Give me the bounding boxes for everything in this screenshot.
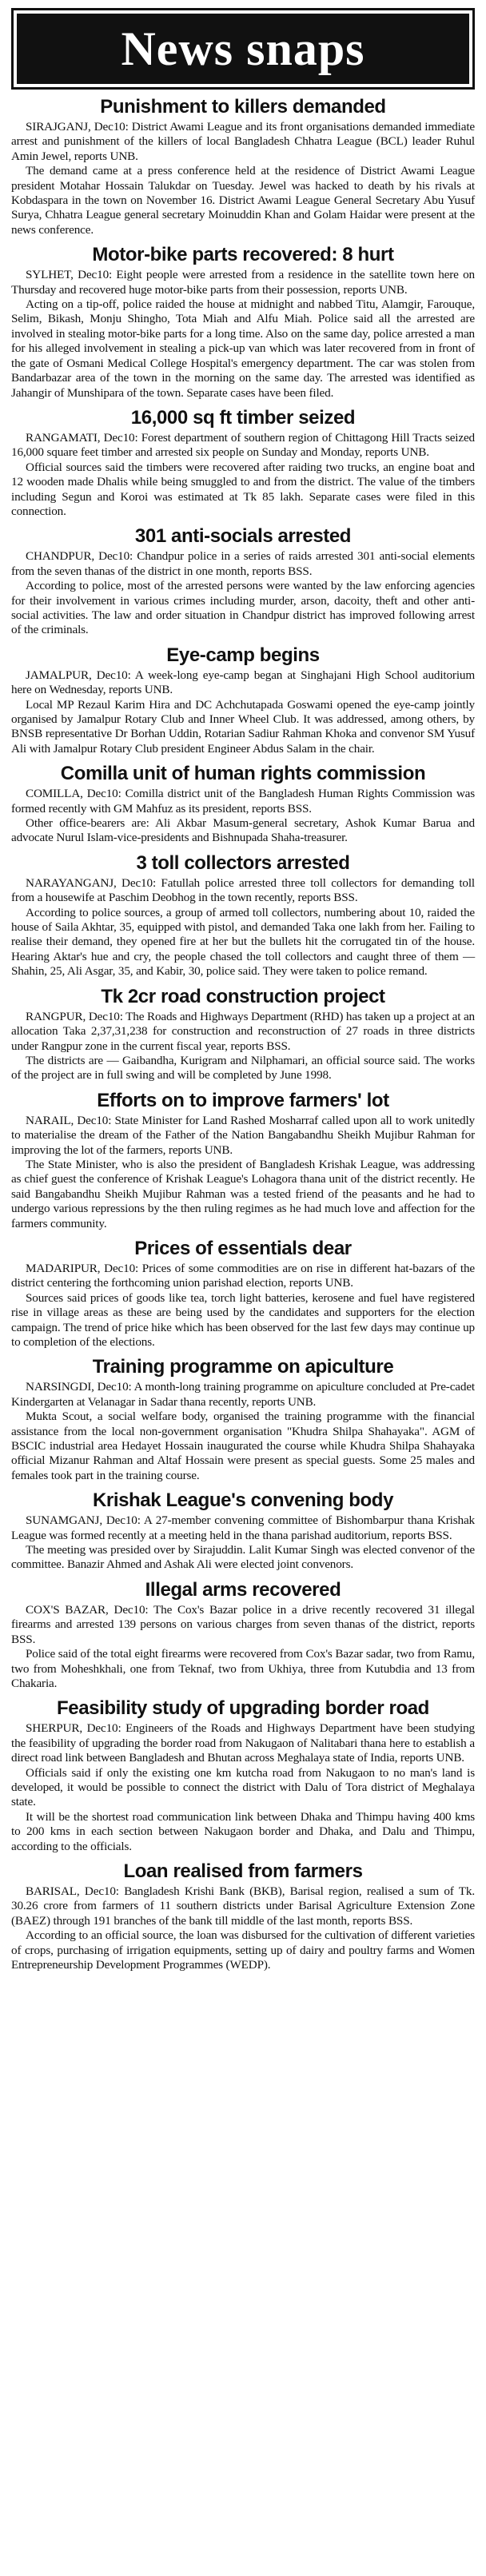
news-paragraph: The demand came at a press conference held at the residence of District Awami League president Motahar Hossain Talukdar on Tuesday. Jewel was hacked to death by his rivals at Kobdaspara in the town on November 16. District Awami League General Secretary Abu Yusuf Surya, Chhatra League general secretary Moinuddin Khan and Golam Haidar were present at the news conference.: [11, 164, 475, 237]
news-headline: Loan realised from farmers: [123, 1860, 363, 1882]
news-item: [11, 1489, 475, 1573]
news-paragraph: CHANDPUR, Dec10: Chandpur police in a series of raids arrested 301 anti-social elements from the seven thanas of the district in one month, reports BSS.: [11, 549, 475, 578]
news-paragraph: The State Minister, who is also the president of Bangladesh Krishak League, was addressing as chief guest the conference of Krishak League's Lohagora thana unit of the district recently. He said Bangabandhu Sheikh Mujibur Rahman was a tested friend of the peasants and he had to undergo various repressions by the then ruling regimes as he had much love and affection for the farmers community.: [11, 1157, 475, 1230]
section-banner: [11, 8, 475, 90]
news-item: [11, 1579, 475, 1691]
news-paragraph: Sources said prices of goods like tea, torch light batteries, kerosene and fuel have registered rise in village areas as these are being used by the candidates and supporters for the election campaign. The trend of price hike which has been observed for the last few days may continue up to completion of the elections.: [11, 1290, 475, 1349]
news-paragraph: Officials said if only the existing one km kutcha road from Nakugaon to no man's land is developed, it would be possible to connect the district with Dalu of Tora district of Meghalaya state.: [11, 1765, 475, 1809]
news-headline: 16,000 sq ft timber seized: [130, 406, 356, 429]
news-paragraph: Mukta Scout, a social welfare body, organised the training programme with the financial assistance from the local non-government organisation "Khudra Shilpa Shahayaka". AGM of BSCIC industrial area Hedayet Hossain inaugurated the course while Khudra Shilpa Shahayaka official Mizanur Rahman and Altaf Hossain were present as special guests. Some 25 males and females took part in the training course.: [11, 1410, 475, 1482]
news-paragraph: NARAIL, Dec10: State Minister for Land Rashed Mosharraf called upon all to work unitedly to materialise the dream of the Father of the Nation Bangabandhu Sheikh Mujibur Rahman for improving the lot of the farmers, reports UNB.: [11, 1113, 475, 1157]
news-headline: Illegal arms recovered: [145, 1578, 341, 1601]
news-headline: Training programme on apiculture: [92, 1356, 394, 1378]
news-paragraph: According to police, most of the arrested persons were wanted by the law enforcing agencies for their involvement in various crimes including murder, arson, dacoity, theft and other anti-social activities. The law and order situation in Chandpur district has improved following arrest of the criminals.: [11, 579, 475, 637]
news-item: [11, 407, 475, 519]
news-paragraph: MADARIPUR, Dec10: Prices of some commodities are on rise in different hat-bazars of the district centering the forthcoming union parishad election, reports UNB.: [11, 1261, 475, 1290]
news-headline: Motor-bike parts recovered: 8 hurt: [92, 244, 394, 266]
news-paragraph: Other office-bearers are: Ali Akbar Masum-general secretary, Ashok Kumar Barua and advocate Nurul Islam-vice-presidents and Bishnupada Shaha-treasurer.: [11, 816, 475, 845]
stories-column: [11, 96, 475, 1972]
news-paragraph: NARSINGDI, Dec10: A month-long training programme on apiculture concluded at Pre-cadet Kindergarten at Velanagar in Sadar thana recently, reports UNB.: [11, 1380, 475, 1409]
news-paragraph: JAMALPUR, Dec10: A week-long eye-camp began at Singhajani High School auditorium here on Wednesday, reports UNB.: [11, 668, 475, 697]
news-paragraph: According to an official source, the loan was disbursed for the cultivation of different varieties of crops, purchasing of irrigation equipments, setting up of dairy and poultry farms and Women Entrepreneurship Development Programmes (WEDP).: [11, 1928, 475, 1972]
news-item: [11, 852, 475, 979]
news-item: [11, 1090, 475, 1231]
news-item: [11, 244, 475, 401]
news-headline: Punishment to killers demanded: [100, 96, 386, 118]
news-paragraph: The meeting was presided over by Sirajuddin. Lalit Kumar Singh was elected convenor of the committee. Banazir Ahmed and Ashak Ali were elected joint convenors.: [11, 1543, 475, 1572]
news-paragraph: Acting on a tip-off, police raided the house at midnight and nabbed Titu, Alamgir, Farouque, Selim, Bikash, Monju Shingho, Tota Miah and Alfu Miah. Police said all the arrested are involved in stealing motor-bike parts for a long time. Also on the same day, police arrested a man for his alleged involvement in stealing a pick-up van which was later recovered from in front of the gate of Osmani Medical College Hospital's emergency department. The car was stolen from Bandarbazar area of the town in the morning on the same day. The arrested was identified as Jahangir of Munshipara of the town. Separate cases have been filed.: [11, 297, 475, 400]
news-paragraph: COMILLA, Dec10: Comilla district unit of the Bangladesh Human Rights Commission was formed recently with GM Mahfuz as its president, reports BSS.: [11, 787, 475, 815]
news-item: [11, 1860, 475, 1972]
news-paragraph: RANGPUR, Dec10: The Roads and Highways Department (RHD) has taken up a project at an allocation Taka 2,37,31,238 for construction and reconstruction of 27 roads in three districts under Rangpur zone in the current fiscal year, reports BSS.: [11, 1009, 476, 1053]
news-headline: Tk 2cr road construction project: [101, 985, 385, 1007]
news-paragraph: Official sources said the timbers were recovered after raiding two trucks, an engine boat and 12 wooden made Dhalis while being smuggled to and from the district. The value of the timbers including Segun and Koroi was estimated at Tk 85 lakh. Separate cases were filed in this connection.: [11, 460, 475, 518]
news-paragraph: SUNAMGANJ, Dec10: A 27-member convening committee of Bishombarpur thana Krishak League was formed recently at a meeting held in the thana parishad auditorium, reports BSS.: [11, 1513, 475, 1542]
news-paragraph: SHERPUR, Dec10: Engineers of the Roads and Highways Department have been studying the feasibility of upgrading the border road from Nakugaon of Nalitabari thana here to establish a direct road link between Bangladesh and Bhutan across Meghalaya state of India, reports UNB.: [11, 1721, 475, 1765]
news-headline: Feasibility study of upgrading border road: [57, 1697, 429, 1720]
news-headline: 3 toll collectors arrested: [136, 851, 350, 874]
news-headline: Prices of essentials dear: [134, 1237, 352, 1259]
news-item: [11, 763, 475, 846]
news-paragraph: SIRAJGANJ, Dec10: District Awami League and its front organisations demanded immediate arrest and punishment of the killers of local Bangladesh Chhatra League (BCL) leader Ruhul Amin Jewel, reports UNB.: [11, 120, 475, 163]
news-item: [11, 525, 475, 637]
news-paragraph: The districts are — Gaibandha, Kurigram and Nilphamari, an official source said. The works of the project are in full swing and will be completed by June 1998.: [11, 1053, 475, 1083]
news-paragraph: According to police sources, a group of armed toll collectors, numbering about 10, raided the house of Saila Akhtar, 35, equipped with pistol, and demanded Taka one lakh from her. Failing to realise their demand, they opened fire at her but the bullets hit the corrugated tin of the house. Hearing Aktar's hue and cry, the people chased the toll collectors and caught three of them — Shahin, 25, Ali Asgar, 35, and Kabir, 30, police said. They were taken to police remand.: [11, 905, 475, 979]
news-item: [11, 1697, 475, 1854]
news-item: [11, 1356, 475, 1483]
news-headline: Krishak League's convening body: [92, 1489, 394, 1512]
news-paragraph: NARAYANGANJ, Dec10: Fatullah police arrested three toll collectors for demanding toll from a housewife at Paschim Deobhog in the town recently, reports BSS.: [11, 875, 475, 905]
news-paragraph: COX'S BAZAR, Dec10: The Cox's Bazar police in a drive recently recovered 31 illegal firearms and arrested 139 persons on various charges from seven thanas of the district, reports BSS.: [11, 1602, 475, 1646]
news-paragraph: RANGAMATI, Dec10: Forest department of southern region of Chittagong Hill Tracts seized 16,000 square feet timber and arrested six people on Sunday and Monday, reports UNB.: [11, 430, 475, 460]
news-item: [11, 1238, 475, 1350]
news-headline: Eye-camp begins: [166, 644, 320, 666]
news-paragraph: Local MP Rezaul Karim Hira and DC Achchutapada Goswami opened the eye-camp jointly organised by Jamalpur Rotary Club and Inner Wheel Club. It was addressed, among others, by BNSB representative Dr Borhan Uddin, Rotarian Sadiur Rahman Khoka and convenor SM Yusuf Ali with Jamalpur Rotary Club president Engineer Abdus Salam in the chair.: [11, 697, 475, 756]
news-paragraph: Police said of the total eight firearms were recovered from Cox's Bazar sadar, two from Ramu, two from Moheshkhali, one from Teknaf, two from Ukhiya, three from Kutubdia and 13 from Chakaria.: [11, 1647, 475, 1690]
news-paragraph: SYLHET, Dec10: Eight people were arrested from a residence in the satellite town here on Thursday and recovered huge motor-bike parts from their possession, reports UNB.: [11, 268, 475, 297]
section-title: News snaps: [121, 22, 365, 75]
news-headline: 301 anti-socials arrested: [134, 525, 352, 548]
news-item: [11, 644, 475, 756]
news-headline: Efforts on to improve farmers' lot: [97, 1089, 389, 1111]
news-paragraph: It will be the shortest road communication link between Dhaka and Thimpu having 400 kms to 200 kms in each section between Nakugaon border and Dhaka, and Dalu and Thimpu, according to the officials.: [11, 1809, 475, 1853]
news-paragraph: BARISAL, Dec10: Bangladesh Krishi Bank (BKB), Barisal region, realised a sum of Tk. 30.26 crore from farmers of 11 southern districts under Barisal Agriculture Extension Zone (BAEZ) through 191 branches of the bank till middle of the last month, reports BSS.: [11, 1884, 475, 1928]
news-item: [11, 96, 475, 237]
news-item: [11, 986, 475, 1083]
news-headline: Comilla unit of human rights commission: [60, 763, 426, 785]
